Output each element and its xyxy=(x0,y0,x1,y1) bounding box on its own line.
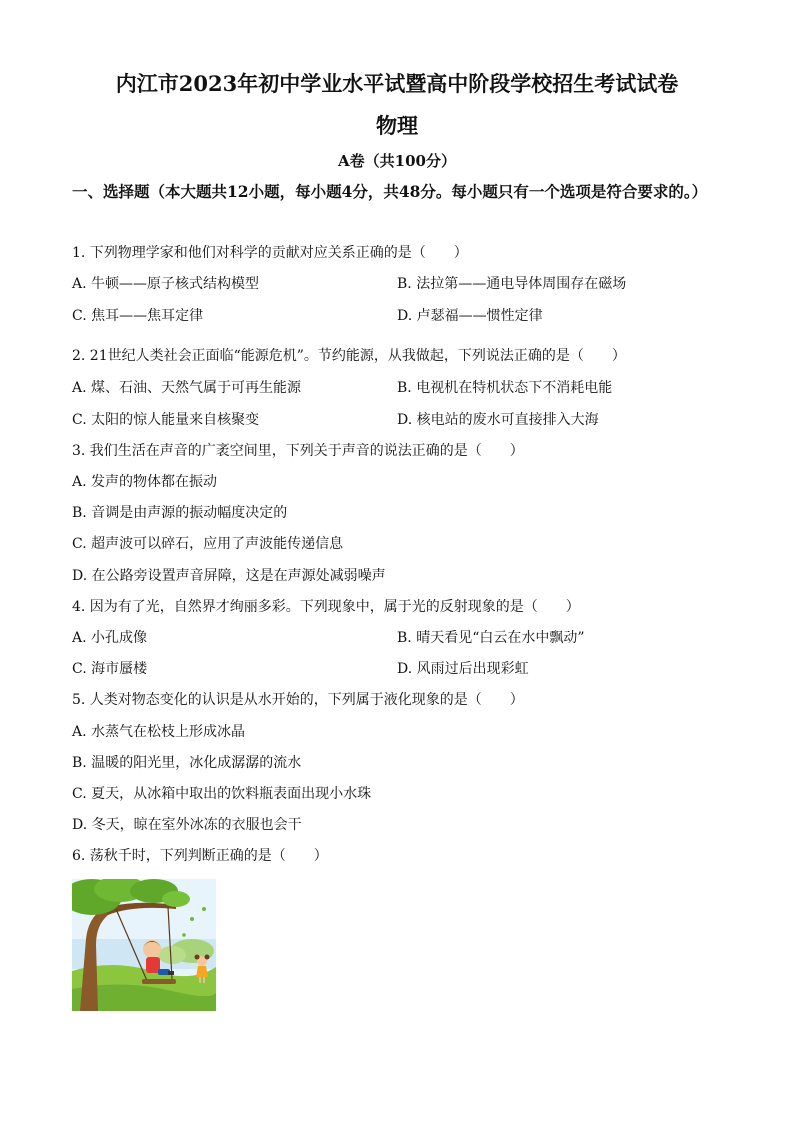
q3-option-a: A. 发声的物体都在振动 xyxy=(72,474,218,490)
q3-option-b: B. 音调是由声源的振动幅度决定的 xyxy=(72,505,288,521)
q3-option-c: C. 超声波可以碎石，应用了声波能传递信息 xyxy=(72,536,344,552)
q2-option-b: B. 电视机在特机状态下不消耗电能 xyxy=(397,380,613,396)
question-2-stem: 2. 21世纪人类社会正面临“能源危机”。节约能源，从我做起，下列说法正确的是（ ） xyxy=(72,348,626,364)
q5-option-c: C. 夏天，从冰箱中取出的饮料瓶表面出现小水珠 xyxy=(72,786,372,802)
q1-option-b: B. 法拉第——通电导体周围存在磁场 xyxy=(397,276,627,292)
swing-illustration-icon xyxy=(72,879,216,1011)
q2-option-a: A. 煤、石油、天然气属于可再生能源 xyxy=(72,380,302,396)
q2-option-d: D. 核电站的废水可直接排入大海 xyxy=(397,412,599,428)
q4-option-b: B. 晴天看见“白云在水中飘动” xyxy=(397,630,585,646)
q4-option-c: C. 海市蜃楼 xyxy=(72,661,148,677)
question-5-stem: 5. 人类对物态变化的认识是从水开始的，下列属于液化现象的是（ ） xyxy=(72,692,524,708)
q5-option-d: D. 冬天，晾在室外冰冻的衣服也会干 xyxy=(72,817,302,833)
q5-option-b: B. 温暖的阳光里，冰化成潺潺的流水 xyxy=(72,755,302,771)
q1-option-d: D. 卢瑟福——惯性定律 xyxy=(397,308,543,324)
question-6-stem: 6. 荡秋千时，下列判断正确的是（ ） xyxy=(72,848,328,864)
q5-option-a: A. 水蒸气在松枝上形成冰晶 xyxy=(72,724,246,740)
question-1-stem: 1. 下列物理学家和他们对科学的贡献对应关系正确的是（ ） xyxy=(72,245,468,261)
volume-label: A卷（共100分） xyxy=(338,152,456,170)
q3-option-d: D. 在公路旁设置声音屏障，这是在声源处减弱噪声 xyxy=(72,568,386,584)
q4-option-a: A. 小孔成像 xyxy=(72,630,148,646)
q1-option-c: C. 焦耳——焦耳定律 xyxy=(72,308,204,324)
exam-title: 内江市2023年初中学业水平试暨高中阶段学校招生考试试卷 xyxy=(115,71,679,96)
section-heading: 一、选择题（本大题共12小题，每小题4分，共48分。每小题只有一个选项是符合要求的。） xyxy=(72,182,708,201)
q1-option-a: A. 牛顿——原子核式结构模型 xyxy=(72,276,260,292)
q2-option-c: C. 太阳的惊人能量来自核聚变 xyxy=(72,412,260,428)
subject-title: 物理 xyxy=(376,113,418,138)
question-4-stem: 4. 因为有了光，自然界才绚丽多彩。下列现象中，属于光的反射现象的是（ ） xyxy=(72,599,580,615)
question-3-stem: 3. 我们生活在声音的广袤空间里，下列关于声音的说法正确的是（ ） xyxy=(72,443,524,459)
q4-option-d: D. 风雨过后出现彩虹 xyxy=(397,661,529,677)
